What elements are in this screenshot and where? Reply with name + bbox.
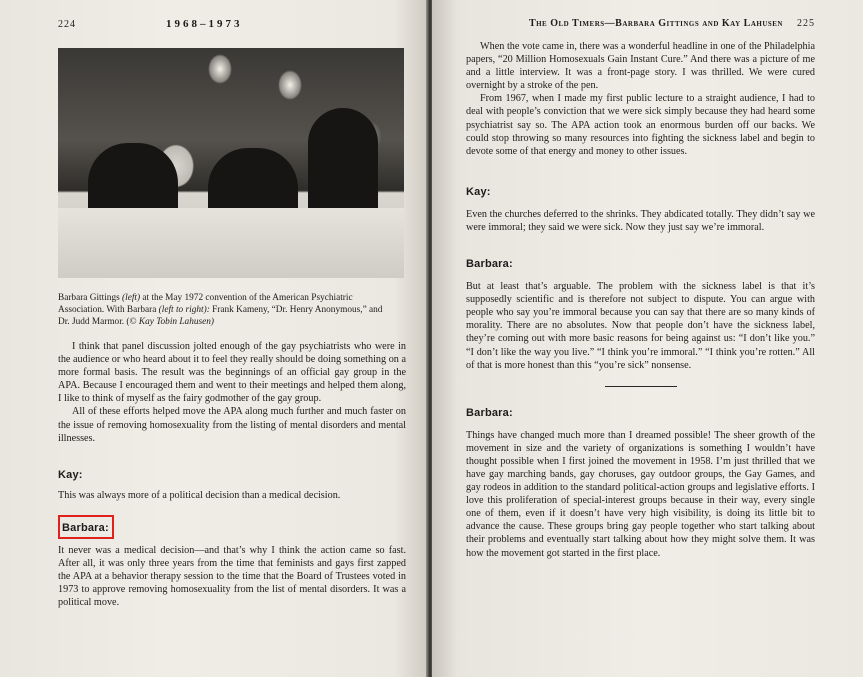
left-page <box>0 0 428 677</box>
barbara-block <box>58 515 406 609</box>
paragraph: From 1967, when I made my first public lecture to a straight audience, I had to deal with people’s conviction that we were sick simply because they had heard some psychiatrist say so. The APA action took an enormous burden off our backs. We could stop throwing so many resources into fighting the sickness label and begin to devote some of that energy and money to other issues. <box>466 93 815 157</box>
caption-text: at the May 1972 convention of the American Psychiatric Association. With Barbara <box>58 293 353 315</box>
right-running-title: The Old Timers—Barbara Gittings and Kay Lahusen <box>528 18 783 29</box>
right-running-head <box>466 18 815 34</box>
barbara-block <box>466 254 815 372</box>
kay-reply: This was always more of a political decision than a medical decision. <box>58 489 341 501</box>
convention-photo <box>58 48 404 278</box>
photo-caption <box>58 292 394 328</box>
kay-block <box>466 182 815 234</box>
caption-credit: Kay Tobin Lahusen) <box>138 317 214 327</box>
paragraph: When the vote came in, there was a wonderful headline in one of the Philadelphia papers, “20 Million Homosexuals Gain Instant Cure.” And there was a picture of me and a little interview. It was a front-page story. I was thrilled. We were cured overnight by a stroke of the pen. <box>466 41 815 92</box>
kay-reply: Even the churches deferred to the shrinks. They abdicated totally. They didn’t say we were immoral; they said we were sick. Now they just say we’re immoral. <box>466 208 815 233</box>
photo-table <box>58 208 404 278</box>
left-running-title: 1968–1973 <box>166 18 243 30</box>
speaker-kay: Kay: <box>58 468 83 481</box>
speaker-kay: Kay: <box>466 185 491 198</box>
right-page-number: 225 <box>797 18 815 29</box>
chandelier-shape <box>208 54 232 84</box>
section-divider <box>605 386 677 387</box>
caption-text: Frank Kameny, “Dr. Henry Anonymous,” and Dr. Judd Marmor. (© <box>58 305 383 327</box>
caption-italic: (left) <box>122 293 141 303</box>
speaker-barbara: Barbara: <box>466 406 513 419</box>
photo-figure <box>308 108 378 223</box>
speaker-barbara: Barbara: <box>62 521 109 534</box>
kay-block <box>58 465 406 502</box>
paragraph: I think that panel discussion jolted enough of the gay psychiatrists who were in the audience or who heard about it to feel they really should be doing something on a more formal basis. The result was the beginnings of an official gay group in the APA. Because I encouraged them and went to their meetings and helped them along, I like to think of myself as the fairy godmother of the gay group. <box>58 341 406 405</box>
barbara-reply: Things have changed much more than I dreamed possible! The sheer growth of the movement in size and the variety of organizations is something I wouldn’t have thought possible when I first joined the movement in 1958. I’m just thrilled that we have gay marching bands, gay choruses, gay outdoor groups, the Gay Games, and gay rodeos in addition to the standard political-action groups and legislative efforts. I love this proliferation of special-interest groups because in their way, every single one of them, even if it doesn’t have very high visibility, is doing its little bit to advance the cause. These groups bring gay people together who start talking about their problems and eventually start talking about how they might solve them. It was how the movement got started in the first place. <box>466 429 815 559</box>
left-page-number: 224 <box>58 19 76 30</box>
right-page <box>432 0 863 677</box>
section-divider-wrap <box>466 386 815 387</box>
speaker-barbara: Barbara: <box>466 258 513 271</box>
highlight-box <box>58 515 114 539</box>
caption-italic: (left to right): <box>158 305 210 315</box>
barbara-reply: But at least that’s arguable. The problem with the sickness label is that it’s supposedly scientific and is therefore not subject to dispute. You can argue with people who say you’re immoral because you can say that there are so many kinds of morality. There are no absolutes. Now that people don’t have the sickness label, they’re coming out with more basic reasons for being against us: “I don’t like you.” “I don’t like the way you live.” “I think you’re immoral.” “I think you’re rotten.” All of that is more honest than this “you’re sick” nonsense. <box>466 281 815 371</box>
left-running-head <box>58 18 406 34</box>
chandelier-shape <box>278 70 302 100</box>
barbara-reply: It never was a medical decision—and that’s why I think the action came so fast. After all, it was only three years from the time that feminists and gays first zapped the APA at a behavior therapy session to the time that the Board of Trustees voted in 1973 to approve removing homosexuality from the list of mental disorders. It was a political move. <box>58 544 406 609</box>
paragraph: All of these efforts helped move the APA along much further and much faster on the issue of removing homosexuality from the listing of mental disorders and mental illnesses. <box>58 406 406 444</box>
barbara-block <box>466 403 815 560</box>
caption-text: Barbara Gittings <box>58 293 123 303</box>
